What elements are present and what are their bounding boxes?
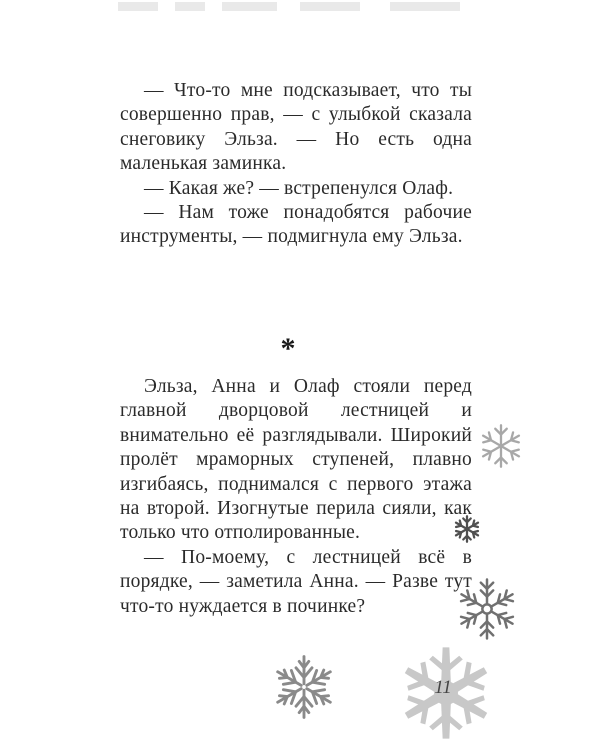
faint-bleed-through — [0, 0, 600, 28]
snowflake-icon — [478, 423, 524, 469]
text-block-bottom — [120, 375, 472, 619]
paragraph: — По-моему, с лестницей всё в порядке, — заметила Анна. — Разве тут что-то нуждается в починке? — [120, 546, 472, 617]
paragraph: — Какая же? — встрепенулся Олаф. — [144, 177, 454, 199]
snowflake-icon — [272, 655, 336, 719]
paragraph: — Нам тоже понадобятся рабочие инструменты, — подмигнула ему Эльза. — [120, 202, 472, 248]
page-number: 11 — [434, 677, 452, 698]
section-separator: * — [280, 332, 296, 365]
text-block-top — [120, 79, 472, 250]
paragraph: Эльза, Анна и Олаф стояли перед главной дворцовой лестницей и внимательно её разглядывали. Широкий пролёт мраморных ступеней, плавно изгибаясь, поднимался с первого этажа на второй. Изогнутые перила сияли, как только что отполированные. — [120, 376, 472, 544]
snowflake-icon — [456, 578, 518, 640]
snowflake-icon — [452, 514, 482, 544]
paragraph: — Что-то мне подсказывает, что ты совершенно прав, — с улыбкой сказала снеговику Эльза. — Но есть одна маленькая заминка. — [120, 80, 472, 175]
